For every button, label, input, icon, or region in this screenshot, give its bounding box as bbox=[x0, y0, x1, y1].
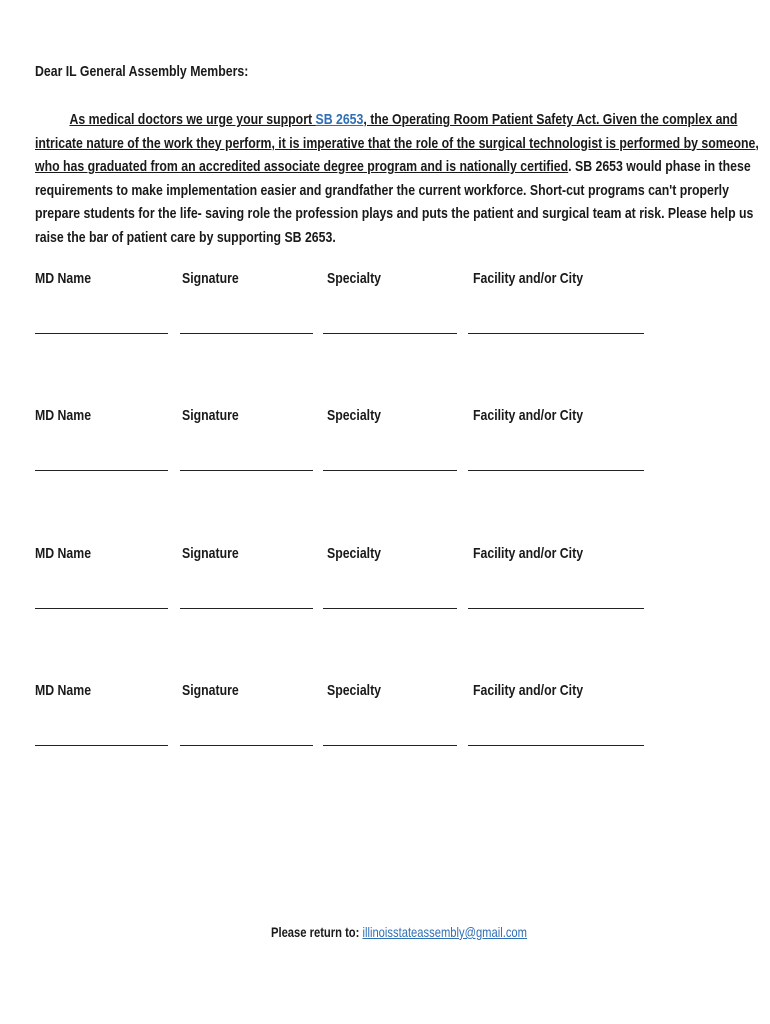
letter-body bbox=[35, 108, 759, 249]
signature-field[interactable] bbox=[180, 333, 313, 334]
body-line-5: prepare students for the life- saving role the profession plays and puts the patient and surgical team at risk. Please help us bbox=[35, 205, 754, 222]
return-instructions bbox=[271, 924, 527, 940]
md-name-label: MD Name bbox=[35, 682, 92, 699]
signature-field[interactable] bbox=[180, 608, 313, 609]
facility-field[interactable] bbox=[468, 608, 644, 609]
specialty-label: Specialty bbox=[327, 270, 382, 287]
specialty-label: Specialty bbox=[327, 545, 382, 562]
body-line-3-underlined: who has graduated from an accredited associate degree program and is nationally certified bbox=[35, 158, 569, 175]
signature-row-fields bbox=[0, 608, 770, 612]
signature-field[interactable] bbox=[180, 745, 313, 746]
specialty-field[interactable] bbox=[323, 470, 457, 471]
md-name-field[interactable] bbox=[35, 470, 168, 471]
md-name-label: MD Name bbox=[35, 407, 92, 424]
facility-label: Facility and/or City bbox=[473, 682, 584, 699]
return-label: Please return to: bbox=[271, 924, 363, 940]
facility-field[interactable] bbox=[468, 333, 644, 334]
signature-label: Signature bbox=[182, 407, 239, 424]
facility-field[interactable] bbox=[468, 745, 644, 746]
bill-link[interactable]: SB 2653 bbox=[315, 111, 364, 128]
signature-label: Signature bbox=[182, 682, 239, 699]
return-email-link[interactable]: illinoisstateassembly@gmail.com bbox=[362, 924, 527, 940]
signature-row-labels bbox=[0, 682, 770, 706]
signature-row-fields bbox=[0, 333, 770, 337]
body-line-6: raise the bar of patient care by supporting SB 2653. bbox=[35, 228, 336, 246]
specialty-field[interactable] bbox=[323, 745, 457, 746]
signature-row-labels bbox=[0, 270, 770, 294]
signature-row-fields bbox=[0, 745, 770, 749]
body-line-1 bbox=[35, 108, 738, 132]
md-name-field[interactable] bbox=[35, 333, 168, 334]
facility-label: Facility and/or City bbox=[473, 270, 584, 287]
signature-row-labels bbox=[0, 407, 770, 431]
md-name-field[interactable] bbox=[35, 608, 168, 609]
body-line-3-rest: . SB 2653 would phase in these bbox=[568, 158, 751, 175]
md-name-label: MD Name bbox=[35, 545, 92, 562]
specialty-label: Specialty bbox=[327, 407, 382, 424]
specialty-field[interactable] bbox=[323, 608, 457, 609]
signature-row-fields bbox=[0, 470, 770, 474]
facility-label: Facility and/or City bbox=[473, 407, 584, 424]
body-line-1-end: , the Operating Room Patient Safety Act. Given the complex and bbox=[363, 111, 738, 128]
facility-label: Facility and/or City bbox=[473, 545, 584, 562]
signature-label: Signature bbox=[182, 270, 239, 287]
salutation: Dear IL General Assembly Members: bbox=[35, 63, 249, 80]
md-name-label: MD Name bbox=[35, 270, 92, 287]
signature-label: Signature bbox=[182, 545, 239, 562]
facility-field[interactable] bbox=[468, 470, 644, 471]
specialty-field[interactable] bbox=[323, 333, 457, 334]
body-line-1-start: As medical doctors we urge your support bbox=[69, 111, 316, 128]
body-line-3 bbox=[35, 155, 751, 179]
signature-row-labels bbox=[0, 545, 770, 569]
md-name-field[interactable] bbox=[35, 745, 168, 746]
signature-field[interactable] bbox=[180, 470, 313, 471]
body-line-4: requirements to make implementation easier and grandfather the current workforce. Short-cut programs can't properly bbox=[35, 181, 729, 199]
specialty-label: Specialty bbox=[327, 682, 382, 699]
body-line-2: intricate nature of the work they perform, it is imperative that the role of the surgical technologist is performed by someone, bbox=[35, 134, 759, 152]
